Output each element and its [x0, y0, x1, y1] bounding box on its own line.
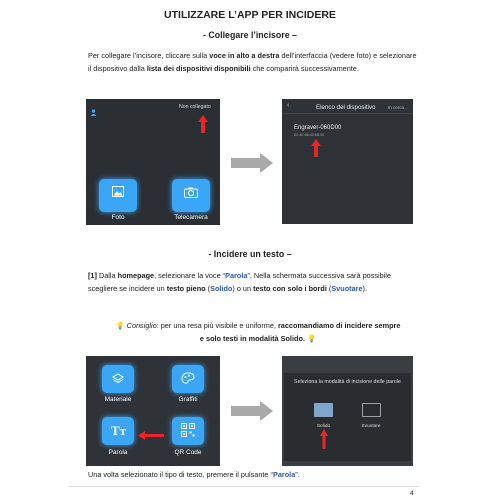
text-bold: testo pieno — [166, 283, 206, 293]
gray-arrow-right-icon — [231, 153, 273, 178]
qr-code-icon — [181, 423, 195, 442]
palette-icon — [181, 372, 195, 390]
tile-foto[interactable] — [99, 179, 137, 212]
section-heading-connect: - Collegare l’incisore – — [203, 30, 297, 40]
tile-label: QR Code — [174, 449, 202, 456]
text-highlight: Solido — [210, 283, 233, 293]
red-arrow-up-icon — [311, 139, 321, 162]
red-arrow-up-icon — [320, 429, 328, 454]
connect-paragraph — [88, 50, 418, 76]
red-arrow-left-icon — [138, 427, 164, 445]
red-arrow-up-icon — [198, 115, 208, 138]
text: che comparirà successivamente. — [250, 63, 359, 73]
tile-parola[interactable] — [102, 417, 134, 445]
screenshot-home-grid — [86, 356, 220, 466]
text-italic: Consiglio — [126, 321, 157, 330]
tile-label: Graffiti — [178, 396, 198, 403]
device-list-header: Elenco del dispositivo — [316, 104, 376, 111]
text: ( — [326, 283, 332, 293]
text: ”. Nella schermata successiva sarà possibile scegliere se incidere un — [88, 271, 391, 293]
text-bold: lista dei dispositivi disponibili — [146, 63, 251, 73]
connection-status[interactable]: Non collegato — [179, 104, 211, 110]
text-bold: homepage — [117, 271, 155, 280]
footer-paragraph — [88, 469, 448, 482]
text: Una volta selezionato il tipo di testo, premere il pulsante “ — [88, 470, 273, 479]
tile-graffiti[interactable] — [172, 365, 204, 393]
section-heading-text: - Incidere un testo – — [208, 249, 292, 259]
text: Per collegare l’incisore, cliccare sulla — [88, 51, 210, 60]
footer-divider — [68, 486, 418, 487]
option-label: Svuotare — [361, 424, 381, 429]
lightbulb-icon: 💡 — [115, 321, 125, 330]
tile-label: Materiale — [104, 396, 132, 403]
step-number: [1] — [88, 271, 97, 280]
option-solido[interactable] — [314, 403, 333, 417]
text-highlight: Parola — [272, 470, 296, 479]
layers-icon — [112, 372, 124, 390]
tile-materiale[interactable] — [102, 365, 134, 393]
text-highlight: Svuotare — [331, 283, 363, 293]
device-name[interactable]: Engraver-060D00 — [294, 125, 342, 131]
text: ”. — [295, 470, 300, 479]
tile-qr-code[interactable] — [172, 417, 204, 445]
text-bold: testo con solo i bordi — [253, 283, 327, 293]
text: : per una resa più visibile e uniforme, — [156, 321, 278, 330]
text-bold: raccomandiamo di incidere sempre — [277, 321, 401, 330]
back-chevron-icon[interactable]: ‹ — [287, 102, 290, 109]
mode-dialog — [284, 373, 411, 461]
text: ). — [362, 283, 368, 293]
camera-icon — [184, 185, 198, 203]
screenshot-mode-select — [282, 356, 413, 466]
step1-paragraph — [88, 270, 418, 296]
searching-status: In cerca... — [388, 105, 408, 110]
text: dell’interfaccia (vedere foto) e selezionare il dispositivo dalla — [88, 51, 417, 73]
page-number: 4 — [410, 490, 414, 497]
user-icon — [90, 103, 97, 110]
text: ( — [205, 283, 211, 293]
image-icon — [112, 184, 124, 202]
text: Dalla — [96, 271, 118, 280]
lightbulb-icon: 💡 — [306, 333, 317, 343]
divider — [282, 113, 413, 114]
tip-paragraph — [88, 320, 428, 346]
option-svuotare[interactable] — [362, 403, 381, 417]
text: ) o un — [232, 283, 254, 293]
tile-label: Foto — [111, 214, 125, 221]
tile-label: Parola — [108, 449, 128, 456]
text-bold: e solo testi in modalità Solido. — [199, 333, 305, 343]
device-id: 6C:4E:8A:40:6D:00 — [294, 133, 325, 137]
text-highlight: Parola — [225, 271, 248, 280]
text-bold: voce in alto a destra — [209, 51, 280, 60]
option-label: Solido — [316, 424, 331, 429]
text-tool-icon: Tт — [111, 423, 127, 438]
text: , selezionare la voce “ — [154, 271, 226, 280]
screenshot-device-list — [282, 99, 413, 224]
screenshot-home — [86, 99, 220, 225]
mode-prompt: Seleziona la modalità di incisione delle parole — [294, 379, 401, 385]
tile-telecamera[interactable] — [172, 179, 210, 212]
gray-arrow-right-icon — [231, 401, 273, 426]
tile-label: Telecamera — [174, 214, 208, 221]
page-title: UTILIZZARE L’APP PER INCIDERE — [164, 9, 336, 21]
